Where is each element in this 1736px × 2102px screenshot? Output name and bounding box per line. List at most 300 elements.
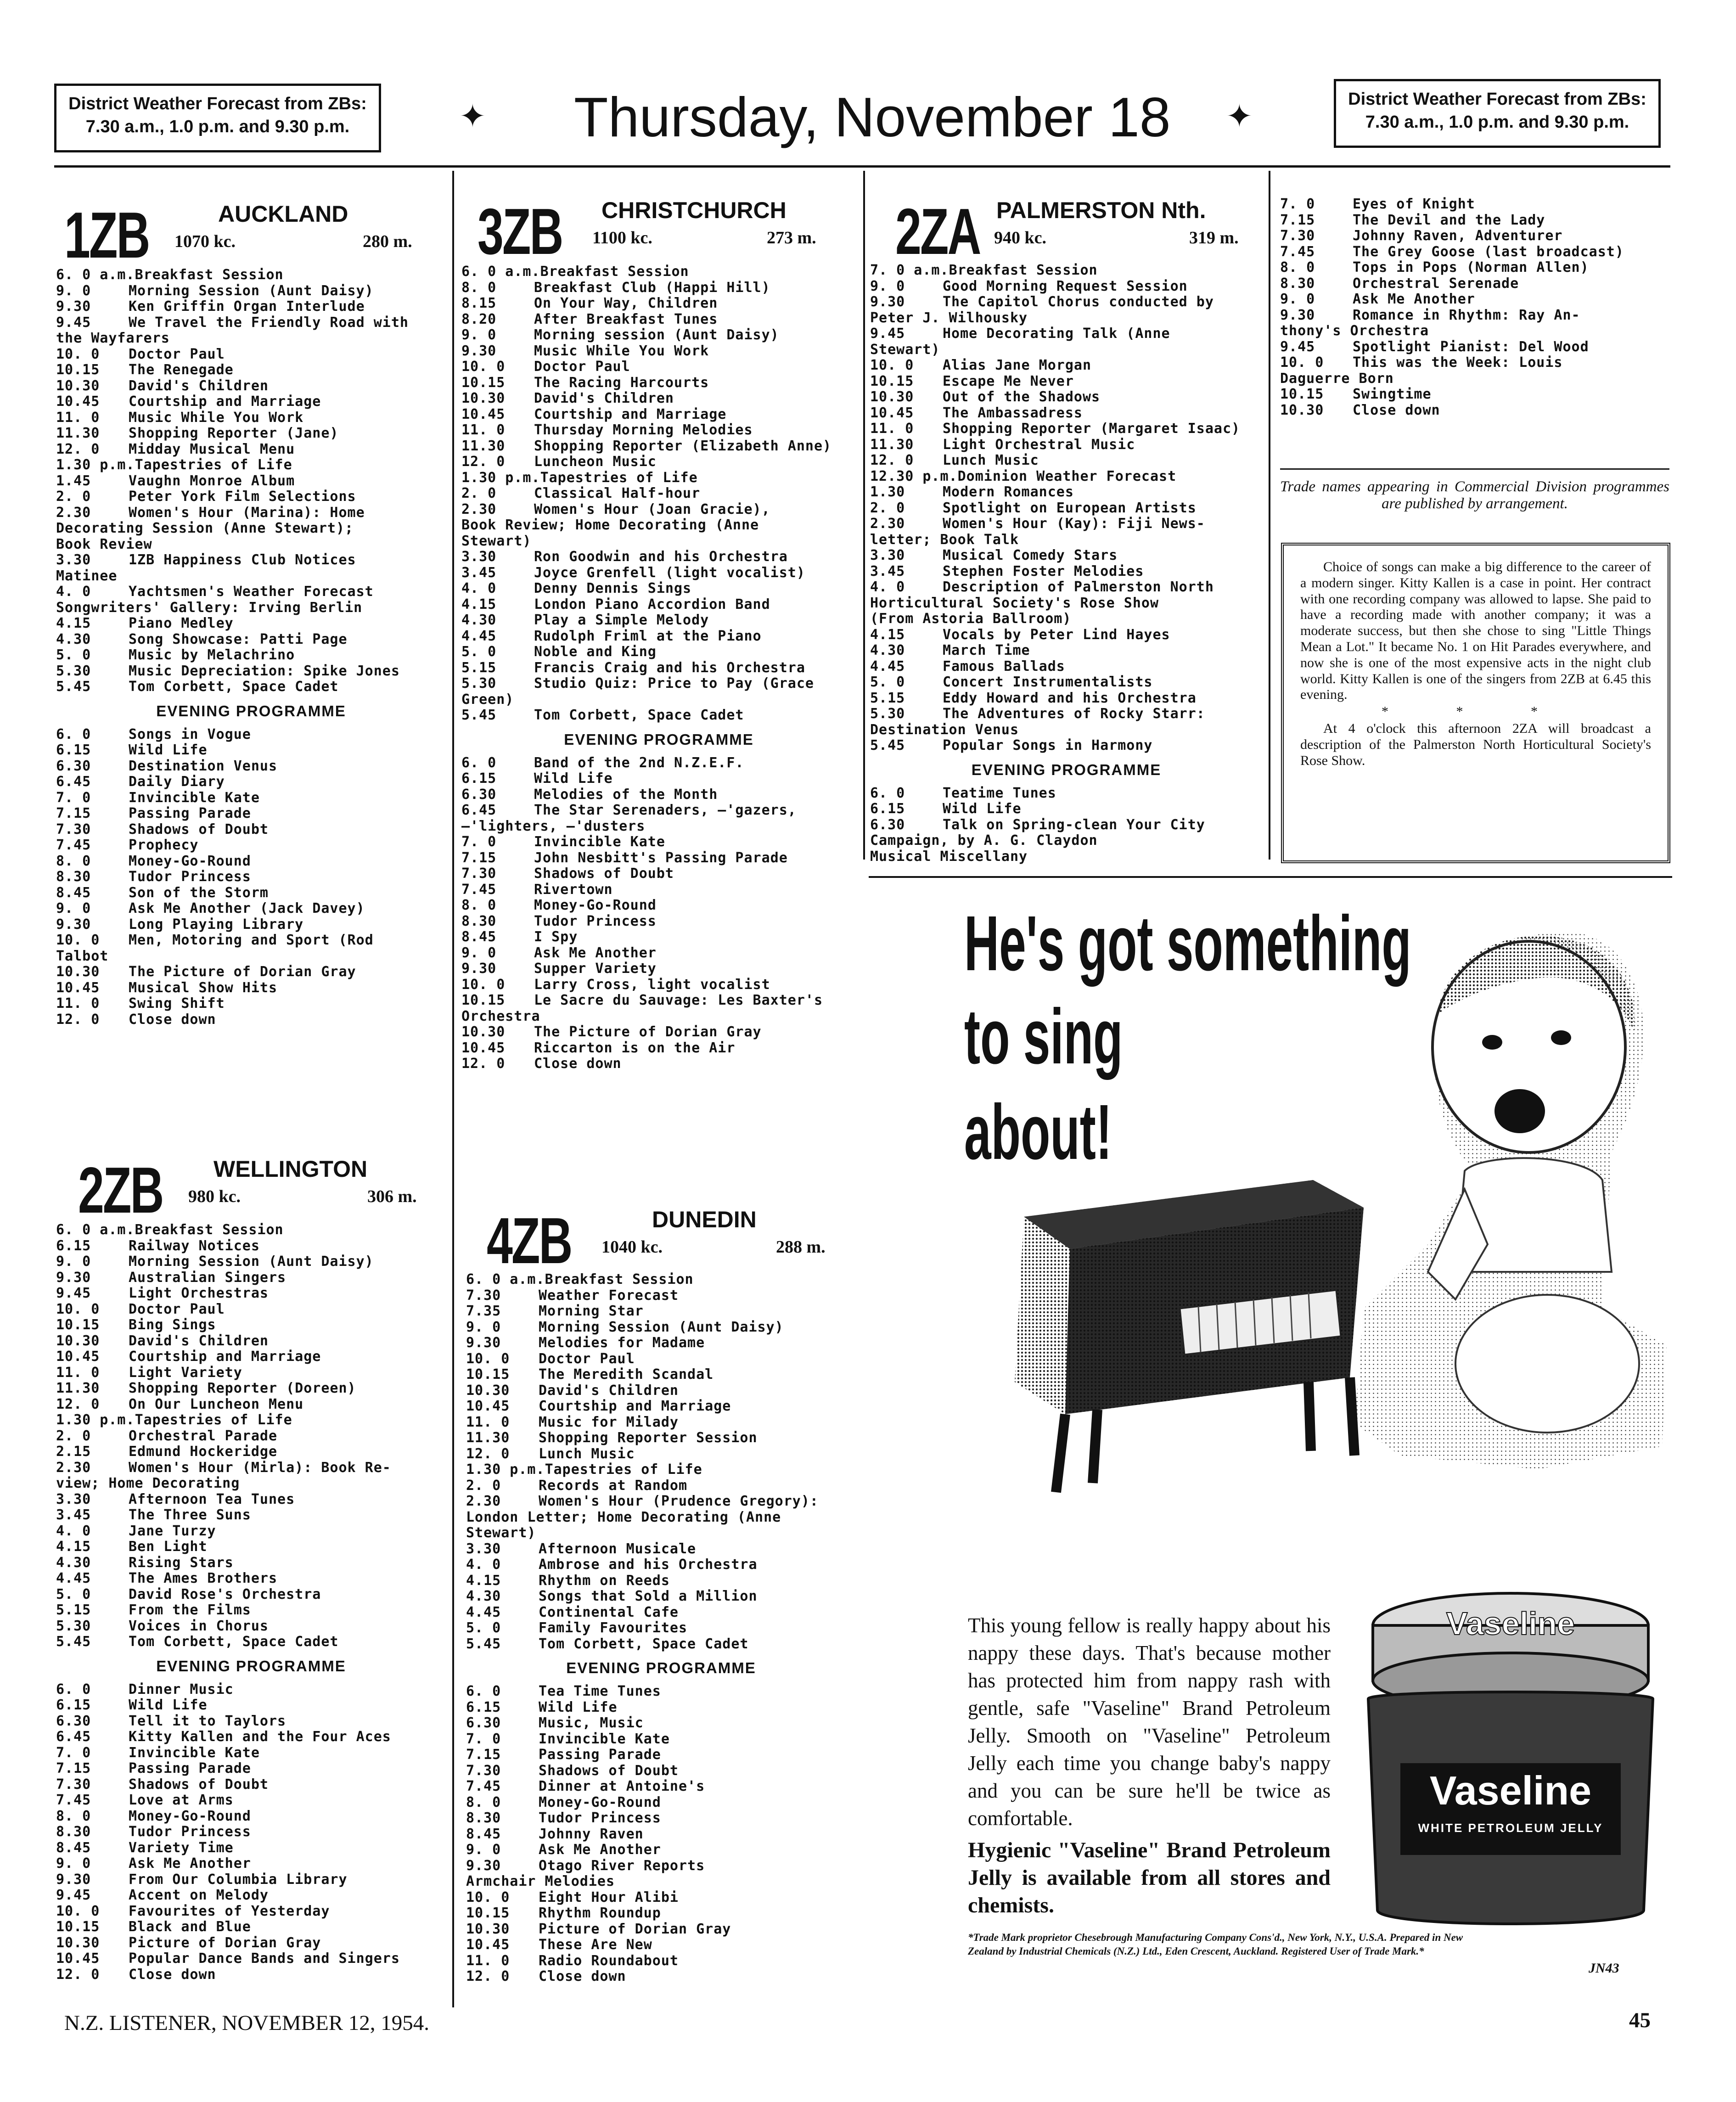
schedule-row bbox=[56, 505, 446, 521]
schedule-programme: Denny Dennis Sings bbox=[534, 581, 692, 596]
schedule-programme: Shopping Reporter (Elizabeth Anne) bbox=[534, 438, 832, 454]
schedule-time: 7. 0 bbox=[461, 834, 497, 850]
schedule-programme: Musical Comedy Stars bbox=[943, 548, 1118, 563]
schedule-programme: The Picture of Dorian Gray bbox=[129, 964, 356, 980]
schedule-row bbox=[461, 866, 856, 882]
schedule-row bbox=[56, 663, 446, 680]
wavelength: 273 m. bbox=[767, 228, 816, 247]
schedule-programme: Breakfast Session bbox=[135, 1222, 284, 1238]
schedule-programme: Invincible Kate bbox=[129, 1745, 260, 1761]
city-name: CHRISTCHURCH bbox=[601, 197, 787, 223]
schedule-time: 5.45 bbox=[56, 679, 91, 695]
schedule-programme: Courtship and Marriage bbox=[129, 394, 321, 410]
schedule-row bbox=[870, 833, 1263, 849]
schedule-time: 10.30 bbox=[56, 964, 100, 980]
schedule-programme: On Our Luncheon Menu bbox=[129, 1396, 304, 1412]
schedule-time: 8. 0 bbox=[56, 1808, 91, 1824]
schedule-programme: David Rose's Orchestra bbox=[129, 1586, 321, 1602]
schedule-programme: Lunch Music bbox=[539, 1446, 635, 1462]
schedule-time: 10.45 bbox=[56, 980, 100, 996]
schedule-programme: Dinner Music bbox=[129, 1681, 234, 1697]
schedule-row bbox=[56, 1222, 446, 1238]
schedule-programme: Melodies for Madame bbox=[539, 1335, 705, 1351]
schedule-row bbox=[466, 1351, 856, 1367]
schedule-time: 10.45 bbox=[56, 394, 100, 410]
schedule-time: 7.35 bbox=[466, 1304, 501, 1319]
schedule-row bbox=[56, 410, 446, 426]
schedule-time: 5.45 bbox=[870, 738, 905, 753]
schedule-time: 10.45 bbox=[466, 1399, 510, 1414]
jar-brand: Vaseline bbox=[1429, 1768, 1592, 1813]
schedule-programme: Shadows of Doubt bbox=[129, 1776, 269, 1793]
schedule-programme: Shadows of Doubt bbox=[129, 821, 269, 837]
schedule-programme: Swingtime bbox=[1353, 387, 1432, 402]
schedule-row bbox=[466, 1731, 856, 1748]
schedule-programme: Music Depreciation: Spike Jones bbox=[129, 663, 400, 679]
schedule-programme: Alias Jane Morgan bbox=[943, 358, 1092, 373]
schedule-time: 5. 0 bbox=[56, 647, 91, 663]
schedule-time: 10.30 bbox=[466, 1383, 510, 1399]
schedule-time: 4.15 bbox=[466, 1573, 501, 1589]
schedule-time: 8.30 bbox=[466, 1810, 501, 1826]
schedule-row bbox=[56, 1729, 446, 1745]
schedule-programme: Invincible Kate bbox=[539, 1731, 670, 1747]
schedule-programme: Spotlight Pianist: Del Wood bbox=[1353, 339, 1589, 355]
trade-names-note: Trade names appearing in Commercial Division programmes are published by arrangement. bbox=[1280, 478, 1669, 512]
schedule-row bbox=[56, 537, 446, 553]
schedule-programme: Orchestral Parade bbox=[129, 1428, 278, 1444]
schedule-row bbox=[56, 1523, 446, 1540]
schedule-programme: Tudor Princess bbox=[129, 869, 251, 885]
schedule-row bbox=[56, 1349, 446, 1365]
schedule-programme: The Devil and the Lady bbox=[1353, 212, 1545, 228]
schedule-row bbox=[870, 389, 1263, 405]
schedule-time: 12. 0 bbox=[461, 1056, 506, 1072]
schedule-time: 2.15 bbox=[56, 1444, 91, 1460]
schedule-row bbox=[461, 438, 856, 455]
schedule-row bbox=[56, 1365, 446, 1381]
schedule-row bbox=[461, 502, 856, 518]
schedule-programme: London Letter; Home Decorating (Anne bbox=[466, 1509, 781, 1525]
schedule-row bbox=[870, 484, 1263, 500]
header-rule bbox=[54, 165, 1670, 168]
schedule-time: 11.30 bbox=[56, 426, 100, 441]
schedule-row bbox=[56, 1951, 446, 1967]
schedule-programme: Music for Milady bbox=[539, 1414, 679, 1430]
schedule-row bbox=[466, 1747, 856, 1763]
schedule-programme: Morning Session (Aunt Daisy) bbox=[539, 1319, 784, 1335]
schedule-row bbox=[56, 1381, 446, 1397]
schedule-time: 2.30 bbox=[466, 1494, 501, 1509]
schedule-row bbox=[466, 1446, 856, 1462]
schedule-row bbox=[870, 786, 1263, 802]
schedule-row bbox=[56, 933, 446, 949]
schedule-time: 10. 0 bbox=[1280, 355, 1324, 371]
schedule-row bbox=[56, 489, 446, 505]
schedule-time: 2. 0 bbox=[56, 489, 91, 505]
schedule-programme: Ambrose and his Orchestra bbox=[539, 1557, 758, 1573]
schedule-programme: —'lighters, —'dusters bbox=[461, 818, 646, 834]
weather-notice-left bbox=[54, 84, 381, 152]
schedule-programme: David's Children bbox=[539, 1383, 679, 1399]
schedule-programme: Women's Hour (Prudence Gregory): bbox=[539, 1494, 819, 1509]
schedule-row bbox=[870, 659, 1263, 675]
schedule-programme: Music by Melachrino bbox=[129, 647, 295, 663]
schedule-row bbox=[56, 1888, 446, 1904]
schedule-time: 5.45 bbox=[56, 1634, 91, 1650]
schedule-programme: Out of the Shadows bbox=[943, 389, 1101, 405]
schedule-programme: Home Decorating Talk (Anne bbox=[943, 326, 1170, 342]
schedule-time: 3.30 bbox=[466, 1541, 501, 1557]
baby-at-piano-illustration bbox=[987, 895, 1676, 1584]
schedule-time: 10.15 bbox=[1280, 387, 1324, 402]
schedule-programme: Doctor Paul bbox=[539, 1351, 635, 1367]
schedule-row bbox=[56, 1619, 446, 1635]
schedule-programme: Close down bbox=[129, 1012, 216, 1028]
schedule-time: 4.30 bbox=[461, 613, 497, 628]
schedule-time: 1.30 bbox=[870, 484, 905, 500]
schedule-programme: Invincible Kate bbox=[129, 790, 260, 806]
schedule-programme: Le Sacre du Sauvage: Les Baxter's bbox=[534, 993, 823, 1008]
schedule-programme: The Adventures of Rocky Starr: bbox=[943, 706, 1205, 722]
schedule-row bbox=[56, 1904, 446, 1920]
schedule-time: 6.15 bbox=[56, 1238, 91, 1254]
schedule-programme: Riccarton is on the Air bbox=[534, 1040, 736, 1056]
schedule-programme: Breakfast Session bbox=[949, 263, 1098, 278]
schedule-programme: Shopping Reporter (Doreen) bbox=[129, 1381, 356, 1396]
schedule-time: 8.45 bbox=[56, 885, 91, 901]
schedule-programme: Peter J. Wilhousky bbox=[870, 310, 1028, 326]
schedule-programme: Australian Singers bbox=[129, 1270, 287, 1286]
schedule-row bbox=[461, 898, 856, 914]
schedule-row bbox=[56, 1777, 446, 1793]
schedule-time: 12. 0 bbox=[56, 1396, 100, 1412]
schedule-row bbox=[466, 1953, 856, 1969]
schedule-programme: Green) bbox=[461, 691, 514, 708]
schedule-programme: Destination Venus bbox=[870, 722, 1019, 738]
schedule-time: 10. 0 bbox=[56, 1903, 100, 1919]
schedule-row bbox=[461, 629, 856, 645]
schedule-time: 4. 0 bbox=[870, 579, 905, 595]
schedule-programme: Money-Go-Round bbox=[129, 853, 251, 869]
schedule-time: 4.15 bbox=[56, 616, 91, 631]
schedule-programme: Tudor Princess bbox=[539, 1810, 661, 1826]
schedule-programme: Wild Life bbox=[539, 1699, 618, 1715]
schedule-programme: The Capitol Chorus conducted by bbox=[943, 294, 1214, 310]
schedule-row bbox=[461, 803, 856, 819]
schedule-time: 9.30 bbox=[461, 961, 497, 977]
schedule-time: 2.30 bbox=[56, 505, 91, 521]
schedule-time: 7. 0 bbox=[56, 1745, 91, 1761]
schedule-programme: Money-Go-Round bbox=[129, 1808, 251, 1824]
schedule-time: 9.45 bbox=[56, 1888, 91, 1903]
schedule-time: 4.45 bbox=[461, 628, 497, 644]
ornament-right: ✦ bbox=[1226, 97, 1253, 135]
schedule-row bbox=[870, 469, 1263, 485]
schedule-programme: Classical Half-hour bbox=[534, 486, 701, 501]
schedule-programme: Long Playing Library bbox=[129, 916, 304, 933]
schedule-time: 6. 0 bbox=[56, 1681, 91, 1697]
city-name: WELLINGTON bbox=[213, 1156, 368, 1182]
schedule-row bbox=[466, 1605, 856, 1621]
schedule-time: 1.30 p.m. bbox=[466, 1462, 545, 1478]
schedule-time: 10.30 bbox=[56, 378, 100, 394]
schedule-row bbox=[870, 674, 1263, 691]
schedule-time: 2. 0 bbox=[870, 500, 905, 516]
schedule-time: 8. 0 bbox=[461, 898, 497, 913]
schedule-row bbox=[56, 362, 446, 378]
schedule-time: 10.30 bbox=[56, 1935, 100, 1951]
schedule-programme: Ask Me Another (Jack Davey) bbox=[129, 901, 365, 916]
schedule-programme: Tom Corbett, Space Cadet bbox=[129, 1634, 339, 1650]
ad-code: JN43 bbox=[1589, 1961, 1619, 1976]
schedule-row bbox=[466, 1304, 856, 1320]
schedule-programme: Romance in Rhythm: Ray An- bbox=[1353, 307, 1580, 323]
schedule-time: 2.30 bbox=[56, 1460, 91, 1476]
programme-list-2za-continued bbox=[1280, 197, 1670, 418]
schedule-time: 8. 0 bbox=[56, 853, 91, 869]
schedule-row bbox=[870, 817, 1263, 833]
schedule-row bbox=[461, 296, 856, 312]
schedule-time: 6.30 bbox=[56, 758, 91, 774]
schedule-row bbox=[461, 486, 856, 502]
schedule-row bbox=[56, 1333, 446, 1349]
schedule-time: 6.15 bbox=[56, 1697, 91, 1713]
schedule-time: 10. 0 bbox=[461, 977, 506, 993]
schedule-time: 8.45 bbox=[56, 1840, 91, 1856]
schedule-row bbox=[870, 611, 1263, 627]
schedule-time: 1.30 p.m. bbox=[461, 470, 540, 486]
schedule-time: 11. 0 bbox=[870, 421, 914, 437]
schedule-time: 3.30 bbox=[870, 548, 905, 563]
schedule-programme: Tapestries of Life bbox=[135, 457, 292, 473]
schedule-programme: Ron Goodwin and his Orchestra bbox=[534, 549, 788, 565]
schedule-time: 7.30 bbox=[56, 1776, 91, 1793]
schedule-row bbox=[56, 473, 446, 489]
schedule-programme: Bing Sings bbox=[129, 1317, 216, 1333]
schedule-row bbox=[1280, 244, 1670, 260]
schedule-row bbox=[1280, 355, 1670, 371]
schedule-programme: Matinee bbox=[56, 568, 118, 584]
schedule-row bbox=[56, 1697, 446, 1714]
schedule-row bbox=[466, 1842, 856, 1858]
schedule-time: 10.45 bbox=[466, 1937, 510, 1953]
schedule-row bbox=[461, 945, 856, 961]
schedule-row bbox=[56, 521, 446, 537]
schedule-programme: Johnny Raven, Adventurer bbox=[1353, 228, 1563, 244]
schedule-programme: Decorating Session (Anne Stewart); bbox=[56, 521, 354, 536]
schedule-row bbox=[461, 312, 856, 328]
schedule-row bbox=[56, 790, 446, 806]
schedule-row bbox=[461, 993, 856, 1009]
schedule-programme: Music, Music bbox=[539, 1715, 644, 1731]
schedule-time: 7. 0 bbox=[1280, 197, 1315, 212]
schedule-time: 11. 0 bbox=[56, 410, 100, 426]
schedule-row bbox=[56, 394, 446, 410]
schedule-row bbox=[461, 914, 856, 930]
schedule-time: 6.15 bbox=[461, 771, 497, 787]
schedule-programme: Doctor Paul bbox=[534, 359, 630, 375]
schedule-programme: John Nesbitt's Passing Parade bbox=[534, 850, 788, 866]
schedule-programme: Concert Instrumentalists bbox=[943, 674, 1153, 690]
weather-notice-right-line2: 7.30 a.m., 1.0 p.m. and 9.30 p.m. bbox=[1365, 112, 1629, 132]
schedule-programme: Daguerre Born bbox=[1280, 371, 1394, 387]
schedule-time: 4.45 bbox=[870, 658, 905, 674]
schedule-programme: Thursday Morning Melodies bbox=[534, 422, 753, 438]
schedule-row bbox=[56, 1634, 446, 1650]
schedule-programme: Tops in Pops (Norman Allen) bbox=[1353, 260, 1589, 275]
schedule-time: 10.30 bbox=[1280, 402, 1324, 418]
schedule-row bbox=[870, 294, 1263, 310]
schedule-row bbox=[870, 738, 1263, 754]
schedule-row bbox=[1280, 260, 1670, 276]
schedule-time: 7.45 bbox=[1280, 244, 1315, 260]
column-rule-3 bbox=[1269, 171, 1270, 860]
schedule-time: 9. 0 bbox=[56, 901, 91, 916]
schedule-row bbox=[56, 1460, 446, 1476]
schedule-row bbox=[870, 548, 1263, 564]
jar-subtitle: WHITE PETROLEUM JELLY bbox=[1418, 1821, 1603, 1835]
schedule-programme: Courtship and Marriage bbox=[534, 406, 727, 422]
schedule-row bbox=[466, 1557, 856, 1573]
evening-programme-heading: EVENING PROGRAMME bbox=[156, 702, 346, 719]
schedule-time: 2. 0 bbox=[466, 1478, 501, 1494]
schedule-time: 11. 0 bbox=[466, 1414, 510, 1430]
schedule-programme: Johnny Raven bbox=[539, 1826, 644, 1842]
schedule-row bbox=[870, 564, 1263, 580]
schedule-row bbox=[461, 708, 856, 724]
schedule-time: 11. 0 bbox=[56, 1365, 100, 1381]
schedule-row bbox=[461, 549, 856, 565]
schedule-row bbox=[466, 1494, 856, 1510]
ad-headline-1: He's got something bbox=[964, 900, 1411, 987]
evening-programme-heading: EVENING PROGRAMME bbox=[971, 761, 1162, 778]
schedule-programme: After Breakfast Tunes bbox=[534, 311, 718, 327]
schedule-row bbox=[461, 1040, 856, 1057]
schedule-row bbox=[56, 727, 446, 743]
schedule-row bbox=[870, 722, 1263, 738]
schedule-row bbox=[870, 374, 1263, 390]
schedule-row bbox=[461, 787, 856, 803]
schedule-programme: Talbot bbox=[56, 948, 109, 964]
schedule-programme: Midday Musical Menu bbox=[129, 441, 295, 457]
schedule-programme: Songs that Sold a Million bbox=[539, 1589, 758, 1604]
schedule-time: 10.45 bbox=[870, 405, 914, 421]
schedule-programme: Horticultural Society's Rose Show bbox=[870, 595, 1159, 611]
schedule-programme: Money-Go-Round bbox=[539, 1794, 661, 1810]
schedule-time: 4.45 bbox=[466, 1604, 501, 1620]
note-separator: * * * bbox=[1382, 704, 1570, 719]
schedule-row bbox=[56, 806, 446, 822]
schedule-row bbox=[466, 1858, 856, 1874]
schedule-time: 10.30 bbox=[466, 1921, 510, 1937]
schedule-programme: Music While You Work bbox=[534, 343, 709, 359]
schedule-programme: Men, Motoring and Sport (Rod bbox=[129, 933, 374, 948]
schedule-row bbox=[56, 1967, 446, 1983]
schedule-row bbox=[1280, 197, 1670, 213]
schedule-row bbox=[1280, 213, 1670, 229]
schedule-time: 6.30 bbox=[56, 1713, 91, 1729]
schedule-row bbox=[56, 647, 446, 663]
schedule-row bbox=[466, 1272, 856, 1288]
schedule-programme: Courtship and Marriage bbox=[129, 1349, 321, 1365]
schedule-time: 9.30 bbox=[56, 1872, 91, 1888]
schedule-programme: Swing Shift bbox=[129, 996, 225, 1012]
ad-headline-3: about! bbox=[964, 1089, 1112, 1176]
schedule-time: 9. 0 bbox=[461, 327, 497, 343]
schedule-row bbox=[461, 375, 856, 391]
schedule-time: 10. 0 bbox=[56, 346, 100, 362]
schedule-row bbox=[870, 358, 1263, 374]
schedule-row bbox=[870, 421, 1263, 437]
schedule-time: 5.30 bbox=[56, 663, 91, 679]
schedule-programme: March Time bbox=[943, 643, 1030, 658]
schedule-time: 4.30 bbox=[56, 1555, 91, 1571]
schedule-time: 10.15 bbox=[56, 1919, 100, 1935]
schedule-programme: Doctor Paul bbox=[129, 1301, 225, 1317]
schedule-time: 12.30 p.m. bbox=[870, 468, 958, 484]
schedule-row bbox=[461, 1056, 856, 1072]
schedule-time: 5.15 bbox=[461, 660, 497, 676]
schedule-time: 6.30 bbox=[870, 817, 905, 833]
schedule-time: 6.15 bbox=[466, 1699, 501, 1715]
schedule-programme: The Meredith Scandal bbox=[539, 1367, 714, 1383]
schedule-programme: Melodies of the Month bbox=[534, 787, 718, 803]
schedule-programme: Shopping Reporter (Jane) bbox=[129, 426, 339, 441]
schedule-row bbox=[466, 1700, 856, 1716]
column-rule-1 bbox=[452, 171, 454, 2007]
schedule-programme: Shopping Reporter Session bbox=[539, 1430, 758, 1446]
schedule-programme: Description of Palmerston North bbox=[943, 579, 1214, 595]
schedule-programme: Vaughn Monroe Album bbox=[129, 473, 295, 489]
schedule-programme: Tell it to Taylors bbox=[129, 1713, 287, 1729]
schedule-programme: Teatime Tunes bbox=[943, 785, 1056, 801]
schedule-row bbox=[870, 691, 1263, 707]
schedule-row bbox=[56, 1270, 446, 1286]
schedule-programme: Book Review; Home Decorating (Anne bbox=[461, 517, 759, 533]
schedule-row bbox=[56, 1444, 446, 1460]
schedule-programme: Passing Parade bbox=[129, 1761, 251, 1776]
schedule-programme: Voices in Chorus bbox=[129, 1618, 269, 1634]
schedule-row bbox=[56, 837, 446, 854]
schedule-row bbox=[461, 327, 856, 343]
schedule-programme: Shadows of Doubt bbox=[534, 866, 674, 882]
schedule-programme: Variety Time bbox=[129, 1840, 234, 1856]
schedule-programme: Spotlight on European Artists bbox=[943, 500, 1197, 516]
schedule-programme: Women's Hour (Kay): Fiji News- bbox=[943, 516, 1205, 532]
schedule-time: 9.30 bbox=[56, 299, 91, 315]
schedule-time: 5.15 bbox=[56, 1602, 91, 1618]
schedule-row bbox=[461, 280, 856, 296]
schedule-programme: Lunch Music bbox=[943, 453, 1039, 468]
schedule-time: 10.30 bbox=[461, 391, 506, 406]
programme-list-4zb bbox=[466, 1272, 856, 1985]
schedule-time: 7.15 bbox=[56, 1761, 91, 1776]
schedule-programme: Songs in Vogue bbox=[129, 726, 251, 742]
frequency: 940 kc. bbox=[994, 228, 1046, 247]
evening-programme-heading: EVENING PROGRAMME bbox=[564, 731, 754, 748]
schedule-programme: Ask Me Another bbox=[534, 945, 657, 961]
schedule-time: 9. 0 bbox=[56, 1254, 91, 1270]
schedule-row bbox=[56, 980, 446, 996]
schedule-row bbox=[56, 442, 446, 458]
schedule-programme: Rivertown bbox=[534, 882, 613, 898]
schedule-row bbox=[1280, 292, 1670, 308]
schedule-time: 8. 0 bbox=[1280, 260, 1315, 275]
schedule-row bbox=[461, 470, 856, 486]
wavelength: 319 m. bbox=[1189, 228, 1239, 247]
schedule-programme: Band of the 2nd N.Z.E.F. bbox=[534, 755, 744, 771]
